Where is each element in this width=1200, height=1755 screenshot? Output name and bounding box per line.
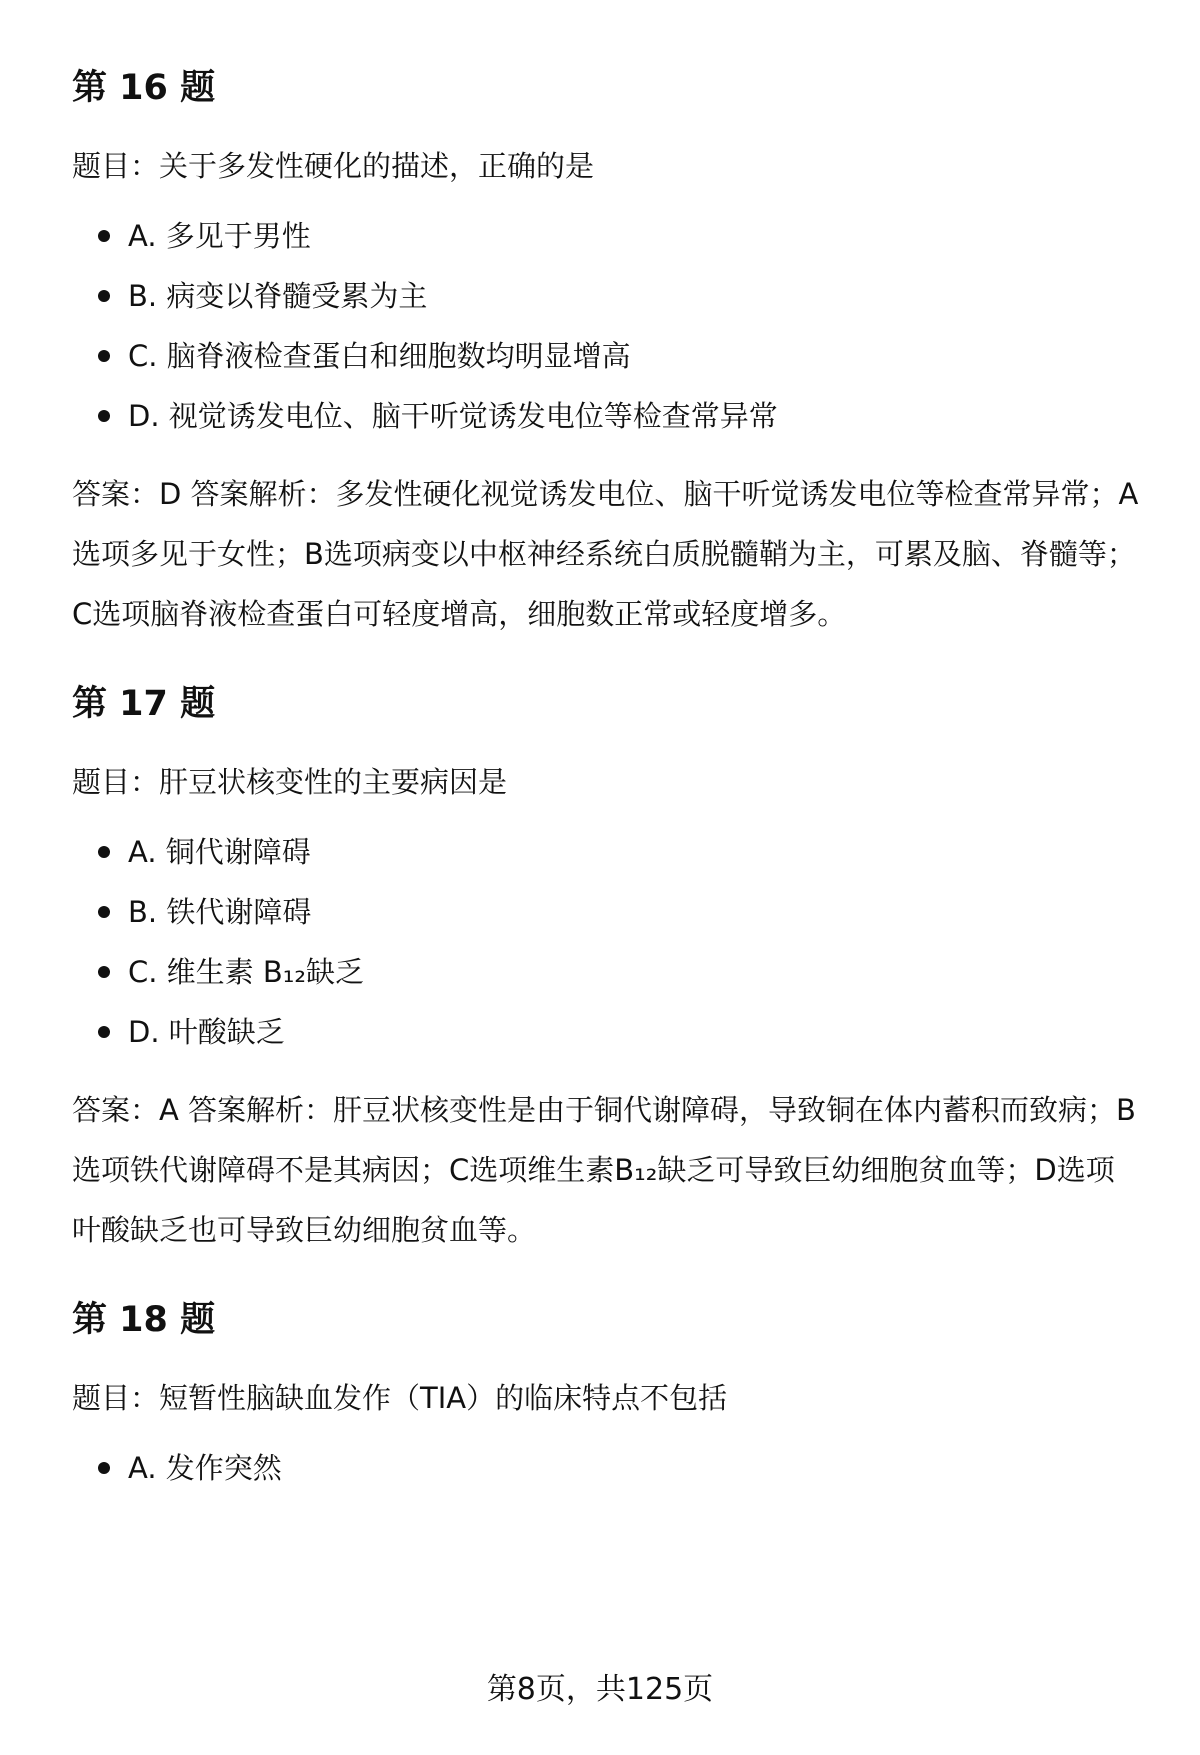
bullet-icon — [98, 350, 110, 362]
bullet-icon — [98, 1026, 110, 1038]
option-text: C. 脑脊液检查蛋白和细胞数均明显增高 — [128, 339, 631, 373]
document-content — [72, 62, 1142, 1516]
option-list — [72, 830, 1142, 1054]
option-list — [72, 1446, 1142, 1490]
option-text: D. 叶酸缺乏 — [128, 1015, 285, 1049]
option-item — [72, 1010, 1142, 1054]
option-item — [72, 890, 1142, 934]
option-text: A. 多见于男性 — [128, 219, 311, 253]
option-text: B. 病变以脊髓受累为主 — [128, 279, 428, 313]
question-heading: 第 16 题 — [72, 68, 216, 108]
option-item — [72, 214, 1142, 258]
option-list — [72, 214, 1142, 438]
answer-explanation: 答案：D 答案解析：多发性硬化视觉诱发电位、脑干听觉诱发电位等检查常异常；A选项多见于女性；B选项病变以中枢神经系统白质脱髓鞘为主，可累及脑、脊髓等；C选项脑脊液检查蛋白可轻度增高，细胞数正常或轻度增多。 — [72, 477, 1139, 631]
question-16 — [72, 62, 1142, 644]
option-item — [72, 1446, 1142, 1490]
option-text: A. 发作突然 — [128, 1451, 282, 1485]
option-text: D. 视觉诱发电位、脑干听觉诱发电位等检查常异常 — [128, 399, 778, 433]
question-17 — [72, 678, 1142, 1260]
answer-explanation: 答案：A 答案解析：肝豆状核变性是由于铜代谢障碍，导致铜在体内蓄积而致病；B选项铁代谢障碍不是其病因；C选项维生素B₁₂缺乏可导致巨幼细胞贫血等；D选项叶酸缺乏也可导致巨幼细胞贫血等。 — [72, 1093, 1136, 1247]
question-18 — [72, 1294, 1142, 1490]
question-heading: 第 17 题 — [72, 684, 216, 724]
page-footer: 第8页，共125页 — [486, 1672, 714, 1707]
bullet-icon — [98, 966, 110, 978]
question-stem: 题目：关于多发性硬化的描述，正确的是 — [72, 149, 595, 183]
option-item — [72, 334, 1142, 378]
option-item — [72, 830, 1142, 874]
bullet-icon — [98, 410, 110, 422]
bullet-icon — [98, 846, 110, 858]
question-heading: 第 18 题 — [72, 1300, 216, 1340]
option-text: A. 铜代谢障碍 — [128, 835, 311, 869]
bullet-icon — [98, 906, 110, 918]
bullet-icon — [98, 290, 110, 302]
bullet-icon — [98, 1462, 110, 1474]
option-item — [72, 394, 1142, 438]
question-stem: 题目：短暂性脑缺血发作（TIA）的临床特点不包括 — [72, 1381, 728, 1415]
option-item — [72, 950, 1142, 994]
option-text: C. 维生素 B₁₂缺乏 — [128, 955, 365, 989]
option-item — [72, 274, 1142, 318]
option-text: B. 铁代谢障碍 — [128, 895, 312, 929]
question-stem: 题目：肝豆状核变性的主要病因是 — [72, 765, 508, 799]
bullet-icon — [98, 230, 110, 242]
